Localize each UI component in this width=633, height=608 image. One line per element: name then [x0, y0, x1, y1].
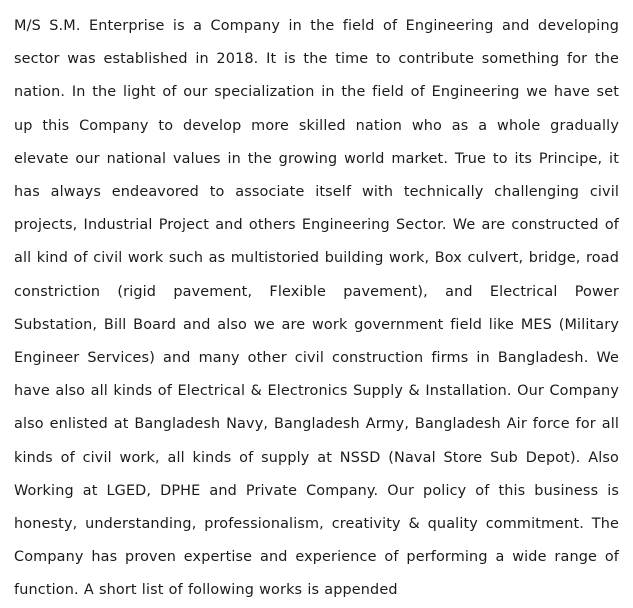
company-profile-paragraph: M/S S.M. Enterprise is a Company in the field of Engineering and developing sector was established in 2018. It is the time to contribute something for the nation. In the light of our specialization in the field of Engineering we have set up this Company to develop more skilled nation who as a whole gradually elevate our national values in the growing world market. True to its Principe, it has always endeavored to associate itself with technically challenging civil projects, Industrial Project and others Engineering Sector. We are constructed of all kind of civil work such as multistoried building work, Box culvert, bridge, road constriction (rigid pavement, Flexible pavement), and Electrical Power Substation, Bill Board and also we are work government field like MES (Military Engineer Services) and many other civil construction firms in Bangladesh. We have also all kinds of Electrical & Electronics Supply & Installation. Our Company also enlisted at Bangladesh Navy, Bangladesh Army, Bangladesh Air force for all kinds of civil work, all kinds of supply at NSSD (Naval Store Sub Depot). Also Working at LGED, DPHE and Private Company. Our policy of this business is honesty, understanding, professionalism, creativity & quality commitment. The Company has proven expertise and experience of performing a wide range of function. A short list of following works is appended	[14, 18, 619, 599]
